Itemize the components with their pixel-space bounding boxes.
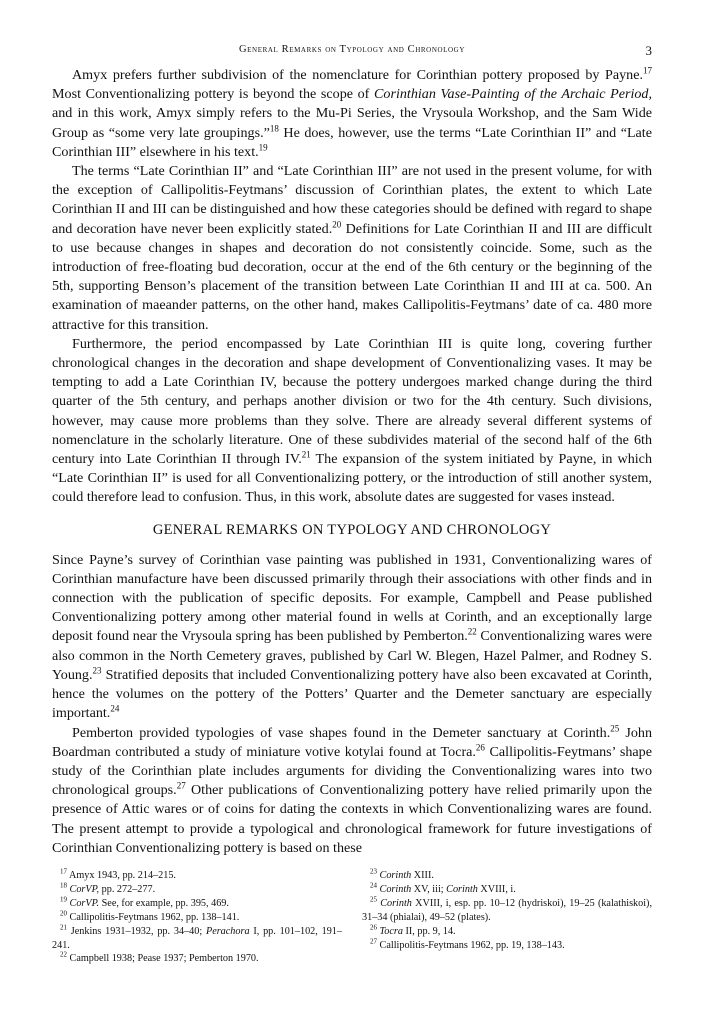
footnotes <box>52 869 652 966</box>
footnote-ref-17[interactable]: 17 <box>643 65 652 76</box>
paragraph-2: The terms “Late Corinthian II” and “Late Corinthian III” are not used in the present volume, for with the exception of Callipolitis-Feytmans’ discussion of Corinthian plates, the extent to which Late Corinthian II and III can be distinguished and how these categories should be defined with regard to shape and decoration have never been explicitly stated.$^{20}$ Definitions for Late Corinthian II and III are difficult to use because changes in shapes and decoration do not consistently coincide. Some, such as the introduction of free-floating bud decoration, occur at the end of the 6th century or the beginning of the 5th, supporting Benson’s placement of the transition between Late Corinthian II and III at ca. 500. An examination of maeander patterns, on the other hand, makes Callipolitis-Feytmans’ date of ca. 480 more attractive for this transition. <box>52 163 652 333</box>
page <box>52 44 652 858</box>
footnotes-left-column <box>52 869 342 966</box>
footnote-21: $^{21}$ Jenkins 1931–1932, pp. 34–40; Perachora I, pp. 101–102, 191–241. <box>52 923 342 951</box>
footnote-ref-26[interactable]: 26 <box>475 742 485 753</box>
footnote-25: $^{25}$ Corinth XVIII, i, esp. pp. 10–12 (hydriskoi), 19–25 (kalathiskoi), 31–34 (phialai), 49–52 (plates). <box>362 895 652 923</box>
footnote-24: $^{24}$ Corinth XV, iii; Corinth XVIII, i. <box>370 881 516 895</box>
section-heading: GENERAL REMARKS ON TYPOLOGY AND CHRONOLOGY <box>152 521 552 538</box>
footnote-ref-27[interactable]: 27 <box>176 780 186 791</box>
book-title: Corinthian Vase-Painting of the Archaic Period, <box>374 86 653 103</box>
footnote-27: $^{27}$ Callipolitis-Feytmans 1962, pp. 19, 138–143. <box>370 937 565 951</box>
paragraph-3: Furthermore, the period encompassed by Late Corinthian III is quite long, covering further chronological changes in the decoration and shape development of Conventionalizing vases. It may be tempting to add a Late Corinthian IV, because the pottery undergoes marked change during the third quarter of the 5th century, and perhaps another division or two for the 4th century. Such divisions, however, may cause more problems than they solve. There are already several different systems of nomenclature in the scholarly literature. One of these subdivides material of the second half of the 6th century into Late Corinthian II through IV.$^{21}$ The expansion of the system initiated by Payne, in which “Late Corinthian II” is used for all Conventionalizing pottery, or the introduction of still another system, could therefore lead to confusion. Thus, in this work, absolute dates are suggested for vases instead. <box>52 335 652 506</box>
footnote-ref-23[interactable]: 23 <box>92 665 102 676</box>
footnote-ref-21[interactable]: 21 <box>301 449 311 460</box>
page-number: 3 <box>645 43 652 58</box>
footnotes-right-column <box>362 869 652 966</box>
footnote-ref-25[interactable]: 25 <box>610 722 620 733</box>
footnote-26: $^{26}$ Tocra II, pp. 9, 14. <box>370 923 456 937</box>
footnote-17: $^{17}$ Amyx 1943, pp. 214–215. <box>60 867 176 881</box>
footnote-20: $^{20}$ Callipolitis-Feytmans 1962, pp. 138–141. <box>60 909 240 923</box>
running-head: General Remarks on Typology and Chronology <box>239 44 465 55</box>
footnote-ref-18[interactable]: 18 <box>269 122 279 133</box>
footnote-ref-19[interactable]: 19 <box>258 142 268 153</box>
page-header <box>52 44 652 66</box>
paragraph-5: Pemberton provided typologies of vase shapes found in the Demeter sanctuary at Corinth.$^{25}$ John Boardman contributed a study of miniature votive kotylai found at Tocra.$^{26}$ Callipolitis-Feytmans’ shape study of the Corinthian plate includes arguments for dividing the Conventionalizing wares into two chronological groups.$^{27}$ Other publications of Conventionalizing pottery have relied primarily upon the presence of Attic wares or of coins for dating the contexts in which Conventionalizing wares are found. The present attempt to provide a typological and chronological framework for future investigations of Corinthian Conventionalizing pottery is based on these <box>52 722 652 856</box>
footnote-19: $^{19}$ CorVP. See, for example, pp. 395, 469. <box>60 895 229 909</box>
paragraph-4: Since Payne’s survey of Corinthian vase painting was published in 1931, Conventionalizing wares of Corinthian manufacture have been discussed primarily through their associations with other finds and in connection with the publication of specific deposits. For example, Campbell and Pease published Conventionalizing pottery among other material found in wells at Corinth, and an exceptionally large deposit found near the Vrysoula spring has been published by Pemberton.$^{22}$ Conventionalizing wares were also common in the North Cemetery graves, published by Carl W. Blegen, Hazel Palmer, and Rodney S. Young.$^{23}$ Stratified deposits that included Conventionalizing pottery have also been excavated at Corinth, hence the volumes on the pottery of the Potters’ Quarter and the Demeter sanctuary are especially important.$^{24}$ <box>52 551 652 722</box>
footnote-23: $^{23}$ Corinth XIII. <box>370 867 434 881</box>
footnote-ref-22[interactable]: 22 <box>467 626 477 637</box>
footnote-ref-20[interactable]: 20 <box>332 218 342 229</box>
footnote-18: $^{18}$ CorVP, pp. 272–277. <box>60 881 156 895</box>
footnote-22: $^{22}$ Campbell 1938; Pease 1937; Pemberton 1970. <box>60 951 259 965</box>
paragraph-1: Amyx prefers further subdivision of the nomenclature for Corinthian pottery proposed by Payne.$^{17}$ Most Conventionalizing pottery is beyond the scope of Corinthian Vase-Painting of the Archaic Period, and in this work, Amyx simply refers to the Mu-Pi Series, the Vrysoula Workshop, and the Sam Wide Group as “some very late groupings.”$^{18}$ He does, however, use the terms “Late Corinthian II” and “Late Corinthian III” elsewhere in his text.$^{19}$ <box>52 65 653 160</box>
footnote-ref-24[interactable]: 24 <box>110 703 120 714</box>
